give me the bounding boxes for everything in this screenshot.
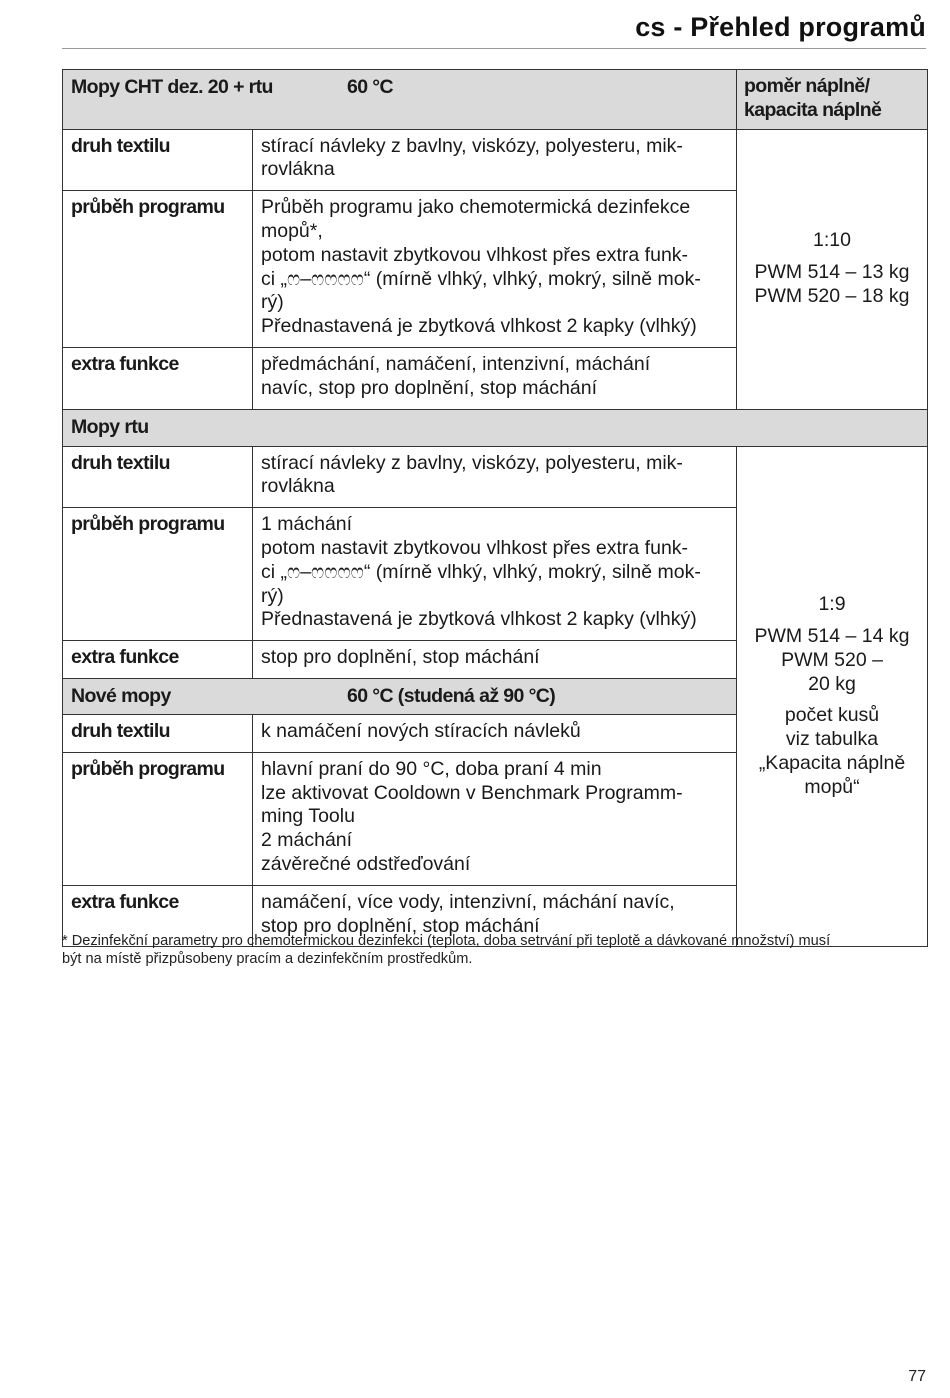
value-line: stírací návleky z bavlny, viskózy, polyesteru, mik-	[261, 451, 683, 474]
value-line: stop pro doplnění, stop máchání	[261, 646, 540, 669]
value-line: stop pro doplnění, stop máchání	[261, 914, 540, 937]
capacity-line: počet kusů	[784, 704, 880, 727]
program-name: Mopy rtu	[71, 415, 149, 438]
capacity-line: PWM 514 – 14 kg	[754, 625, 910, 648]
value-line: namáčení, více vody, intenzivní, máchání navíc,	[261, 890, 675, 913]
capacity-header-line: poměr náplně/	[744, 75, 870, 97]
value-line: rý)	[261, 584, 284, 607]
value-line: stírací návleky z bavlny, viskózy, polyesteru, mik-	[261, 134, 683, 157]
row-label: extra funkce	[63, 347, 253, 409]
row-label: extra funkce	[63, 885, 253, 947]
value-line: ming Toolu	[261, 805, 355, 828]
row-value	[253, 129, 737, 191]
section-header-mopy-cht	[63, 70, 928, 130]
capacity-line: PWM 514 – 13 kg	[754, 261, 910, 284]
capacity-header-line: kapacita náplně	[744, 98, 882, 121]
capacity-ratio: 1:9	[818, 593, 846, 616]
row-label: druh textilu	[63, 714, 253, 752]
row-value	[253, 446, 737, 508]
value-line: 1 máchání	[261, 513, 353, 536]
row-label: průběh programu	[63, 191, 253, 348]
footnote	[62, 932, 932, 968]
row-label: průběh programu	[63, 752, 253, 885]
value-line: potom nastavit zbytkovou vlhkost přes extra funk-	[261, 536, 689, 559]
row-value	[253, 752, 737, 885]
value-line: rý)	[261, 291, 284, 314]
program-temperature: 60 °C (studená až 90 °C)	[347, 684, 556, 707]
program-temperature: 60 °C	[347, 76, 393, 98]
footnote-line: * Dezinfekční parametry pro chemotermickou dezinfekci (teplota, doba setrvání při teplotě a dávkované množství) musí	[62, 933, 831, 949]
value-line: rovlákna	[261, 475, 335, 498]
capacity-line: PWM 520 – 18 kg	[754, 284, 910, 307]
program-overview-table	[62, 69, 928, 947]
value-line: hlavní praní do 90 °C, doba praní 4 min	[261, 757, 602, 780]
row-value	[253, 191, 737, 348]
section-header-cell	[63, 409, 928, 446]
page-header-title: cs - Přehled programů	[635, 12, 926, 42]
footnote-line: být na místě přizpůsobeny pracím a dezinfekčním prostředkům.	[62, 951, 473, 967]
row-label: průběh programu	[63, 508, 253, 641]
row-label: druh textilu	[63, 446, 253, 508]
capacity-ratio: 1:10	[813, 229, 851, 252]
table-row	[63, 129, 928, 191]
row-value	[253, 508, 737, 641]
value-line: navíc, stop pro doplnění, stop máchání	[261, 376, 598, 399]
value-line: potom nastavit zbytkovou vlhkost přes extra funk-	[261, 243, 689, 266]
value-line: Průběh programu jako chemotermická dezinfekce	[261, 196, 691, 219]
value-line: k namáčení nových stíracích návleků	[261, 719, 581, 742]
program-name: Nové mopy	[71, 684, 171, 707]
header-divider	[62, 48, 926, 49]
value-line: lze aktivovat Cooldown v Benchmark Programm-	[261, 781, 683, 804]
value-line: Přednastavená je zbytková vlhkost 2 kapky (vlhký)	[261, 315, 697, 338]
capacity-cell	[737, 129, 928, 409]
value-line: rovlákna	[261, 158, 335, 181]
section-header-cell	[63, 70, 737, 130]
table-row	[63, 446, 928, 508]
section-header-cell	[63, 678, 737, 714]
capacity-line: „Kapacita náplně	[758, 752, 906, 775]
row-value	[253, 641, 737, 679]
value-line: Přednastavená je zbytková vlhkost 2 kapky (vlhký)	[261, 608, 697, 631]
value-line: ci „ෆ–ෆෆෆෆ“ (mírně vlhký, vlhký, mokrý, silně mok-	[261, 267, 701, 290]
capacity-line: viz tabulka	[785, 728, 879, 751]
value-line: předmáchání, namáčení, intenzivní, máchání	[261, 352, 651, 375]
value-line: 2 máchání	[261, 829, 353, 852]
value-line: ci „ෆ–ෆෆෆෆ“ (mírně vlhký, vlhký, mokrý, silně mok-	[261, 560, 701, 583]
capacity-column-header	[737, 70, 928, 130]
row-value	[253, 714, 737, 752]
capacity-line: PWM 520 –	[781, 648, 883, 671]
capacity-line: mopů“	[804, 775, 860, 798]
capacity-cell	[737, 446, 928, 947]
row-label: druh textilu	[63, 129, 253, 191]
value-line: závěrečné odstřeďování	[261, 852, 471, 875]
capacity-line: 20 kg	[808, 672, 856, 695]
section-header-mopy-rtu	[63, 409, 928, 446]
page-number: 77	[908, 1368, 926, 1385]
value-line: mopů*,	[261, 219, 323, 242]
program-name: Mopy CHT dez. 20 + rtu	[71, 76, 273, 98]
row-value	[253, 347, 737, 409]
row-label: extra funkce	[63, 641, 253, 679]
